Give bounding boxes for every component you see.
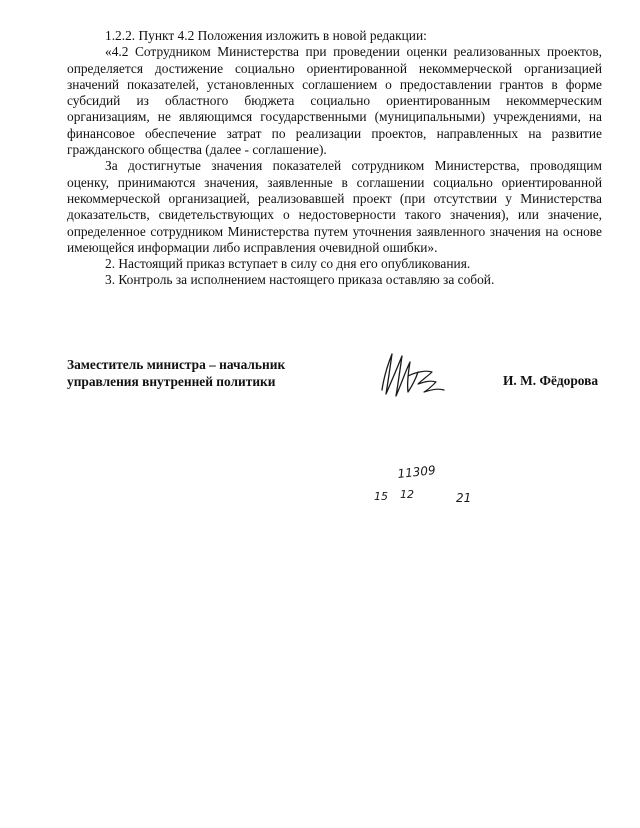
registration-number: 11309 — [396, 463, 437, 481]
handwritten-registration-note — [370, 462, 480, 510]
signatory-title — [67, 357, 285, 390]
signatory-title-line-1: Заместитель министра – начальник — [67, 357, 286, 372]
signatory-name: И. М. Фёдорова — [503, 373, 599, 388]
signatory-title-line-2: управления внутренней политики — [67, 373, 276, 389]
registration-year: 21 — [456, 491, 472, 505]
paragraph-item-3: 3. Контроль за исполнением настоящего приказа оставляю за собой. — [105, 272, 495, 288]
paragraph-achieved-values: За достигнутые значения показателей сотрудником Министерства, проводящим оценку, принимаются значения, заявленные в соглашении социально ориентированной некоммерческой организацией, реализовавшей проект (при отсутствии у Министерства доказательств, свидетельствующих о недостоверности такого значения), или значение, определенное сотрудником Министерства путем уточнения заявленного значения на основе имеющейся информации либо исправления очевидной ошибки». — [67, 158, 602, 255]
handwritten-signature — [372, 346, 452, 402]
registration-month: 12 — [400, 488, 414, 501]
paragraph-item-2: 2. Настоящий приказ вступает в силу со дня его опубликования. — [105, 256, 471, 272]
paragraph-quote-4-2: «4.2 Сотрудником Министерства при проведении оценки реализованных проектов, определяется достижение социально ориентированной некоммерческой организацией значений показателей, установленных соглашением о предоставлении грантов в форме субсидий из областного бюджета социально ориентированным некоммерческим организациям, не являющимся государственными (муниципальными) учреждениями, на финансовое обеспечение затрат по реализации проектов, направленных на развитие гражданского общества (далее - соглашение). — [67, 44, 602, 158]
document-body — [67, 28, 602, 289]
paragraph-1-2-2: 1.2.2. Пункт 4.2 Положения изложить в новой редакции: — [105, 28, 427, 43]
registration-day: 15 — [374, 490, 388, 503]
